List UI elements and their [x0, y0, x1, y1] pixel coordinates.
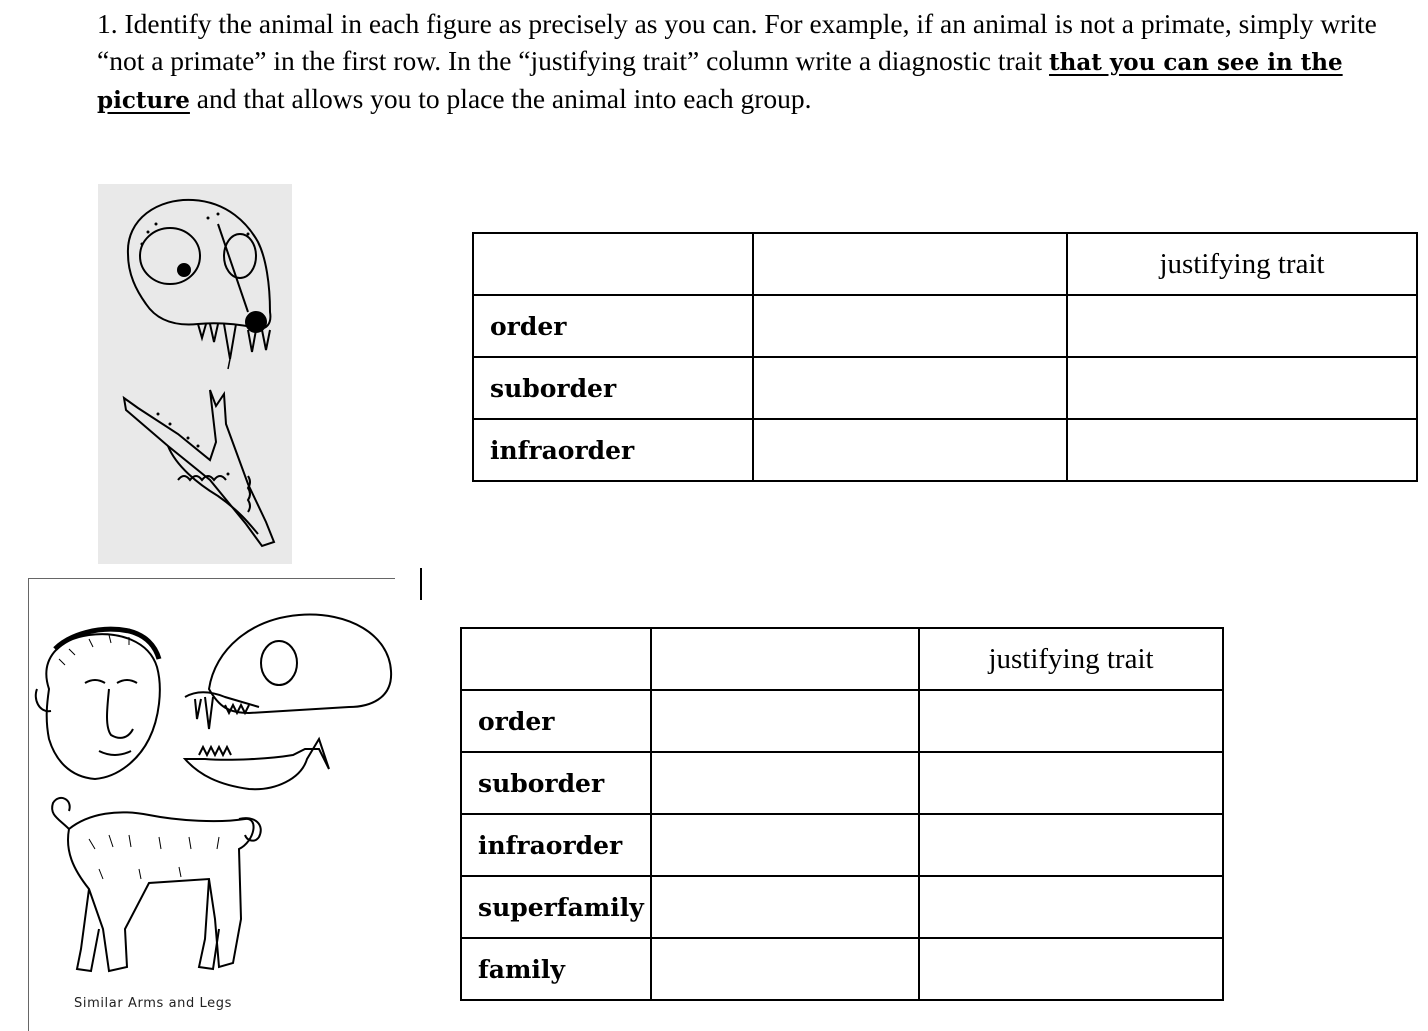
table-row	[461, 938, 1223, 1000]
table2-corner-cell[interactable]	[461, 628, 651, 690]
table2-row-label-infraorder: infraorder	[461, 814, 651, 876]
figure1-skull-illustration	[98, 184, 292, 564]
table1-trait-cell-infraorder[interactable]	[1067, 419, 1417, 481]
table1-header-row	[473, 233, 1417, 295]
skull-mandible-drawing	[98, 184, 292, 564]
table1-row-label-order: order	[473, 295, 753, 357]
table-row	[461, 814, 1223, 876]
table2-trait-cell-suborder[interactable]	[919, 752, 1223, 814]
table2-row-label-suborder: suborder	[461, 752, 651, 814]
table-row	[473, 357, 1417, 419]
text-cursor	[420, 568, 422, 600]
table2-answer-cell-suborder[interactable]	[651, 752, 919, 814]
table1-answer-cell-order[interactable]	[753, 295, 1067, 357]
figure2-caption: Similar Arms and Legs	[74, 996, 232, 1011]
table1-trait-cell-suborder[interactable]	[1067, 357, 1417, 419]
table2-trait-cell-order[interactable]	[919, 690, 1223, 752]
table2-answer-cell-infraorder[interactable]	[651, 814, 919, 876]
table2-justifying-trait-header: justifying trait	[919, 628, 1223, 690]
table2-trait-cell-family[interactable]	[919, 938, 1223, 1000]
table2-answer-cell-superfamily[interactable]	[651, 876, 919, 938]
table-row	[473, 419, 1417, 481]
table1-trait-cell-order[interactable]	[1067, 295, 1417, 357]
instructions-emphasis: that you can see in the picture	[97, 48, 1343, 114]
table1-corner-cell[interactable]	[473, 233, 753, 295]
instructions-text	[97, 6, 1397, 120]
classification-table-2	[460, 627, 1224, 1001]
table2-trait-cell-infraorder[interactable]	[919, 814, 1223, 876]
table2-answer-cell-order[interactable]	[651, 690, 919, 752]
instructions-part1: 1. Identify the animal in each figure as precisely as you can. For example, if an animal is not a primate, simply write “not a primate” in the first row. In the “justifying trait” column write a diagnostic trait	[97, 8, 1377, 76]
table1-row-label-suborder: suborder	[473, 357, 753, 419]
figure2-monkey-illustration	[28, 578, 395, 1031]
table1-answer-header-cell[interactable]	[753, 233, 1067, 295]
table2-header-row	[461, 628, 1223, 690]
table1-row-label-infraorder: infraorder	[473, 419, 753, 481]
table2-answer-header-cell[interactable]	[651, 628, 919, 690]
table2-row-label-order: order	[461, 690, 651, 752]
table2-row-label-family: family	[461, 938, 651, 1000]
table-row	[461, 876, 1223, 938]
table2-answer-cell-family[interactable]	[651, 938, 919, 1000]
table1-answer-cell-suborder[interactable]	[753, 357, 1067, 419]
table-row	[461, 752, 1223, 814]
table2-trait-cell-superfamily[interactable]	[919, 876, 1223, 938]
monkey-drawing	[29, 579, 395, 989]
instructions-part2: and that allows you to place the animal into each group.	[189, 83, 812, 114]
classification-table-1	[472, 232, 1418, 482]
table-row	[473, 295, 1417, 357]
table2-row-label-superfamily: superfamily	[461, 876, 651, 938]
table1-answer-cell-infraorder[interactable]	[753, 419, 1067, 481]
table-row	[461, 690, 1223, 752]
table1-justifying-trait-header: justifying trait	[1067, 233, 1417, 295]
